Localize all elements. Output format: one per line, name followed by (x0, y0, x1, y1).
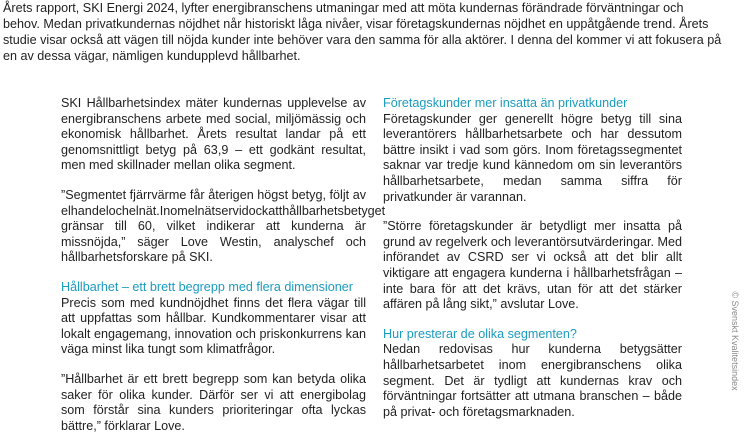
left-column (61, 96, 386, 448)
right-paragraph-3: Nedan redovisas hur kunderna betygsätter hållbarhetsarbetet inom energibranschens olika segment. Det är tydligt att kundernas krav och förväntningar fortsätter att utmana branschen – både på privat- och företagsmarknaden. (383, 342, 682, 419)
right-column (383, 96, 682, 434)
section-heading-sustainability: Hållbarhet – ett brett begrepp med flera dimensioner (61, 279, 353, 294)
left-paragraph-3: Precis som med kundnöjdhet finns det flera vägar till att uppfattas som hållbar. Kundkommentarer visar att lokalt engagemang, innovation och priskonkurrens kan väga minst lika tungt som klimatfrågor. (61, 295, 366, 357)
section-heading-business-customers: Företagskunder mer insatta än privatkunder (383, 96, 628, 110)
right-paragraph-1: Företagskunder ger generellt högre betyg till sina leverantörers hållbarhetsarbete och har dessutom bättre insikt i vad som görs. Inom företagssegmentet saknar var tredje kund kännedom om sin leverantörs hållbarhetsarbete, medan samma siffra för privatkunder är varannan. (383, 111, 682, 204)
left-paragraph-1: SKI Hållbarhetsindex mäter kundernas upplevelse av energibranschens arbete med social, miljömässig och ekonomisk hållbarhet. Årets resultat landar på ett genomsnittligt betyg på 63,9 – ett godkänt resultat, men med skillnader mellan olika segment. (61, 96, 366, 173)
left-quote-2: ”Hållbarhet är ett brett begrepp som kan betyda olika saker för olika kunder. Därför ser vi att energibolag som förstår sina kunders prioriteringar ofta lyckas bättre,” förklarar Love. (61, 371, 366, 433)
right-quote: ”Större företagskunder är betydligt mer insatta på grund av regelverk och leverantörsutvärderingar. Med införandet av CSRD ser vi också att det blir allt viktigare att engagera kunderna i hållbarhetsfrågan – inte bara för att det krävs, utan för att det stärker affären på lång sikt,” avslutar Love. (383, 219, 682, 312)
intro-paragraph: Årets rapport, SKI Energi 2024, lyfter energibranschens utmaningar med att möta kundernas förändrade förväntningar och behov. Medan privatkundernas nöjdhet når historiskt låga nivåer, visar företagskundernas nöjdhet en uppåtgående trend. Årets studie visar också att vägen till nöjda kunder inte behöver vara den samma för alla aktörer. I denna del kommer vi att fokusera på en av dessa vägar, nämligen kundupplevd hållbarhet. (3, 1, 722, 63)
copyright-text: © Svenskt Kvalitetsindex (730, 291, 740, 391)
section-heading-segments: Hur presterar de olika segmenten? (383, 326, 577, 341)
left-quote-1: ”Segmentet fjärrvärme får återigen högst betyg, följt av elhandelochelnät.Inomelnätservidockatthållbarhetsbetyget gränsar till 60, vilket indikerar att kunderna är missnöjda,” säger Love Westin, analyschef och hållbarhetsforskare på SKI. (61, 187, 386, 265)
copyright-note (728, 266, 742, 416)
